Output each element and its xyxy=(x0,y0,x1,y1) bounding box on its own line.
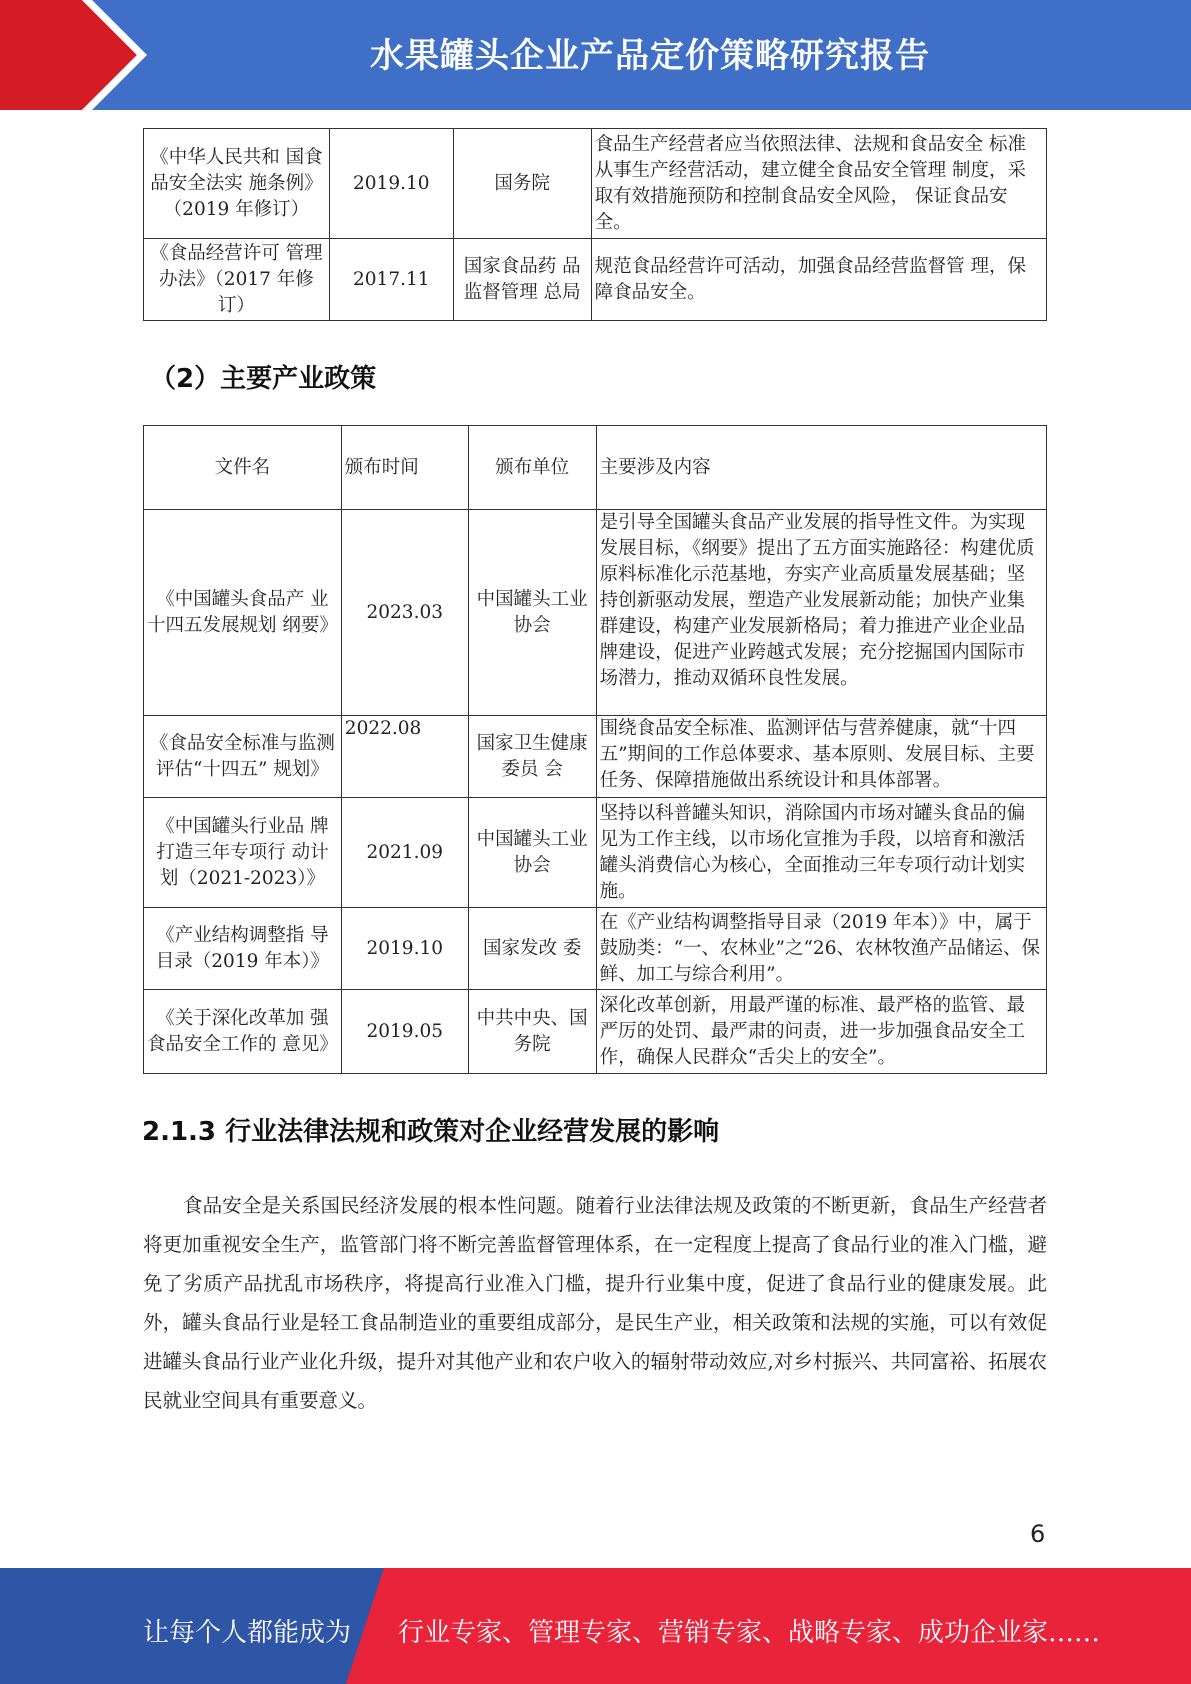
content-text: 围绕食品安全标准、监测评估与营养健康，就“十四五”期间的工作总体要求、基本原则、发展目标、主要任务、保障措施做出系统设计和具体部署。 xyxy=(599,718,1035,791)
table-row xyxy=(144,129,1047,239)
table-row xyxy=(144,798,1047,908)
doc-name-cell: 《中国罐头行业品 牌打造三年专项行 动计划（2021-2023）》 xyxy=(144,798,342,908)
table-row xyxy=(144,990,1047,1074)
footer-slogan-left: 让每个人都能成为 xyxy=(143,1618,352,1648)
doc-name-cell: 《产业结构调整指 导目录（2019 年本）》 xyxy=(144,908,342,990)
doc-name-cell: 《中国罐头食品产 业十四五发展规划 纲要》 xyxy=(144,510,342,716)
table-header-row xyxy=(144,426,1047,510)
date-cell: 2019.10 xyxy=(341,908,468,990)
content-text: 是引导全国罐头食品产业发展的指导性文件。为实现发展目标，《纲要》提出了五方面实施路径：构建优质原料标准化示范基地，夯实产业高质量发展基础；坚持创新驱动发展，塑造产业发展新动能；加快产业集群建设，构建产业发展新格局；着力推进产业企业品牌建设，促进产业跨越式发展；充分挖掘国内国际市场潜力，推动双循环良性发展。 xyxy=(599,512,1035,689)
content-cell xyxy=(596,510,1046,716)
issuer-cell: 中国罐头工业协会 xyxy=(468,510,596,716)
report-title: 水果罐头企业产品定价策略研究报告 xyxy=(370,36,930,76)
issuer-cell: 中共中央、国务院 xyxy=(468,990,596,1074)
content-cell: 在《产业结构调整指导目录（2019 年本）》中，属于鼓励类：“一、农林业”之“26、农林牧渔产品储运、保鲜、加工与综合利用”。 xyxy=(596,908,1046,990)
header-cell-date: 颁布时间 xyxy=(341,426,468,510)
date-cell: 2017.11 xyxy=(329,239,453,321)
issuer-cell: 国务院 xyxy=(453,129,591,239)
issuer-cell: 国家卫生健康委员 会 xyxy=(468,716,596,798)
doc-name-cell: 《食品经营许可 管理办法》（2017 年修订） xyxy=(144,239,330,321)
doc-name-cell: 《食品安全标准与监测评估“十四五” 规划》 xyxy=(144,716,342,798)
issuer-cell: 国家食品药 品监督管理 总局 xyxy=(453,239,591,321)
content-cell: 坚持以科普罐头知识，消除国内市场对罐头食品的偏见为工作主线，以市场化宣推为手段，以培育和激活罐头消费信心为核心，全面推动三年专项行动计划实施。 xyxy=(596,798,1046,908)
content-cell: 深化改革创新，用最严谨的标准、最严格的监管、最严厉的处罚、最严肃的问责，进一步加强食品安全工作，确保人民群众“舌尖上的安全”。 xyxy=(596,990,1046,1074)
doc-name-cell: 《中华人民共和 国食品安全法实 施条例》（2019 年修订） xyxy=(144,129,330,239)
issuer-cell: 中国罐头工业协会 xyxy=(468,798,596,908)
page-footer xyxy=(0,1568,1191,1684)
body-paragraph: 食品安全是关系国民经济发展的根本性问题。随着行业法律法规及政策的不断更新，食品生产经营者将更加重视安全生产，监管部门将不断完善监督管理体系，在一定程度上提高了食品行业的准入门槛，避免了劣质产品扰乱市场秩序，将提高行业准入门槛，提升行业集中度，促进了食品行业的健康发展。此外，罐头食品行业是轻工食品制造业的重要组成部分，是民生产业，相关政策和法规的实施，可以有效促进罐头食品行业产业化升级，提升对其他产业和农户收入的辐射带动效应,对乡村振兴、共同富裕、拓展农民就业空间具有重要意义。 xyxy=(143,1194,1047,1412)
issuer-cell: 国家发改 委 xyxy=(468,908,596,990)
content-cell: 规范食品经营许可活动，加强食品经营监督管 理，保障食品安全。 xyxy=(591,239,1046,321)
header-cell-issuer: 颁布单位 xyxy=(468,426,596,510)
date-cell: 2019.10 xyxy=(329,129,453,239)
date-cell: 2019.05 xyxy=(341,990,468,1074)
doc-name-cell: 《关于深化改革加 强食品安全工作的 意见》 xyxy=(144,990,342,1074)
page-header xyxy=(0,0,1191,110)
table-row xyxy=(144,510,1047,716)
content-cell xyxy=(596,716,1046,798)
policy-table xyxy=(143,425,1047,1074)
table-row xyxy=(144,716,1047,798)
date-cell: 2021.09 xyxy=(341,798,468,908)
page-number: 6 xyxy=(1030,1520,1046,1548)
header-cell-content: 主要涉及内容 xyxy=(596,426,1046,510)
date-cell: 2022.08 xyxy=(341,716,468,798)
table-row xyxy=(144,239,1047,321)
content-cell: 食品生产经营者应当依照法律、法规和食品安全 标准从事生产经营活动，建立健全食品安全管理 制度，采取有效措施预防和控制食品安全风险， 保证食品安全。 xyxy=(591,129,1046,239)
header-cell-name: 文件名 xyxy=(144,426,342,510)
date-cell: 2023.03 xyxy=(341,510,468,716)
section-heading-policy: （2）主要产业政策 xyxy=(150,364,377,394)
section-heading-impact: 2.1.3 行业法律法规和政策对企业经营发展的影响 xyxy=(142,1117,720,1147)
footer-slogan-right: 行业专家、管理专家、营销专家、战略专家、成功企业家…… xyxy=(398,1618,1101,1648)
law-table xyxy=(143,128,1047,321)
table-row xyxy=(144,908,1047,990)
